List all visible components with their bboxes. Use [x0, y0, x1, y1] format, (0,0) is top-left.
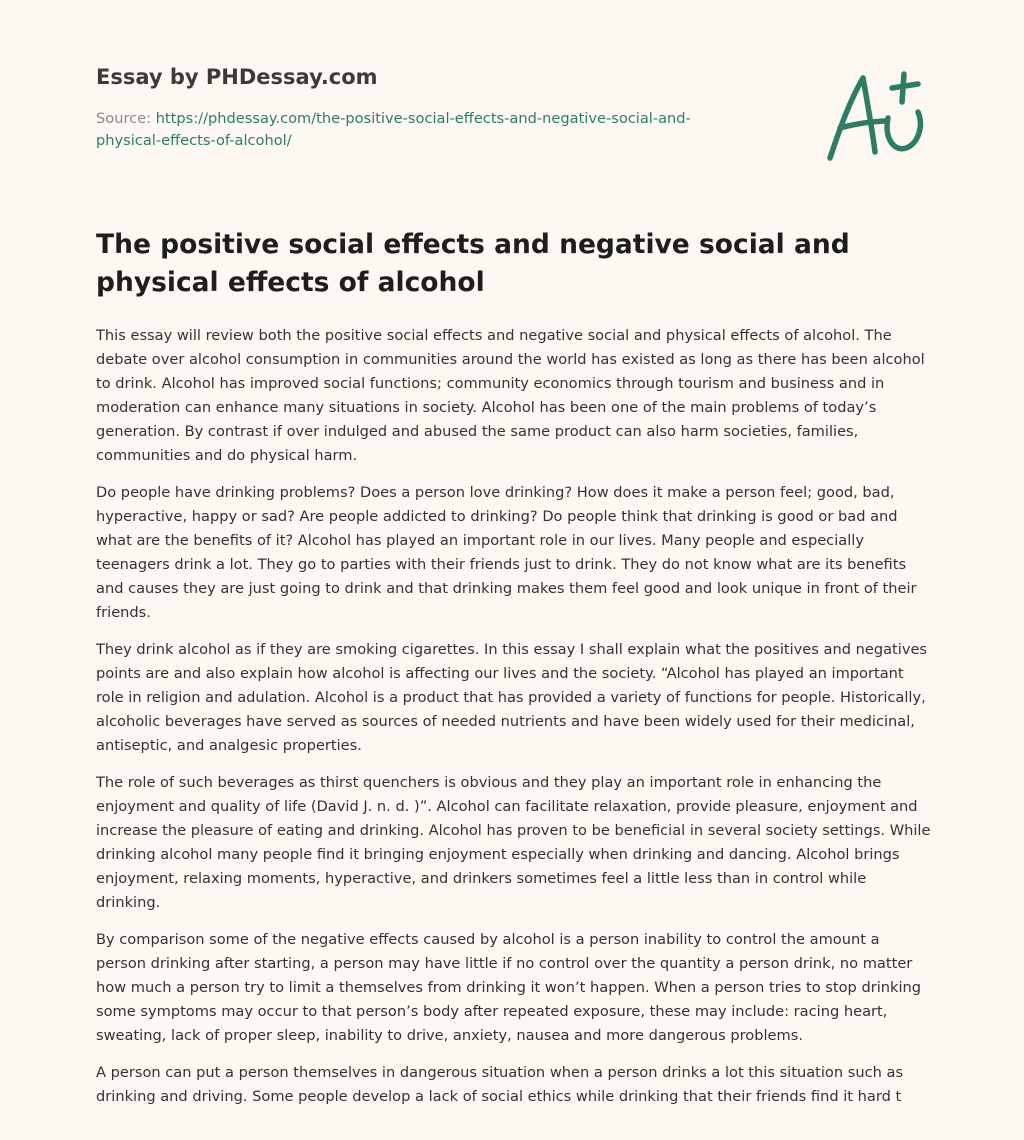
essay-paragraph: A person can put a person themselves in dangerous situation when a person drinks a lot this situation such as drinking and driving. Some people develop a lack of social ethics while drinking that their friends find it hard t: [96, 1064, 904, 1105]
essay-paragraph: They drink alcohol as if they are smoking cigarettes. In this essay I shall explain what the positives and negatives points are and also explain how alcohol is affecting our lives and the society. “Alcohol has played an important role in religion and adulation. Alcohol is a product that has provided a variety of functions for people. Historically, alcoholic beverages have served as sources of needed nutrients and have been widely used for their medicinal, antiseptic, and analgesic properties.: [96, 641, 928, 754]
essay-body: [96, 324, 932, 1122]
essay-paragraph: Do people have drinking problems? Does a person love drinking? How does it make a person feel; good, bad, hyperactive, happy or sad? Are people addicted to drinking? Do people think that drinking is good or bad and what are the benefits of it? Alcohol has played an important role in our lives. Many people and especially teenagers drink a lot. They go to parties with their friends just to drink. They do not know what are its benefits and causes they are just going to drink and that drinking makes them feel good and look unique in front of their friends.: [96, 484, 917, 621]
source-line: [96, 108, 736, 152]
site-title: Essay by PHDessay.com: [96, 65, 378, 89]
page-header: [96, 62, 736, 152]
a-plus-logo-icon: [818, 66, 934, 166]
essay-title: The positive social effects and negative social and physical effects of alcohol: [96, 229, 850, 298]
essay-paragraph: This essay will review both the positive social effects and negative social and physical effects of alcohol. The debate over alcohol consumption in communities around the world has existed as long as there has been alcohol to drink. Alcohol has improved social functions; community economics through tourism and business and in moderation can enhance many situations in society. Alcohol has been one of the main problems of today’s generation. By contrast if over indulged and abused the same product can also harm societies, families, communities and do physical harm.: [96, 327, 925, 464]
source-label: Source:: [96, 110, 152, 127]
essay-paragraph: By comparison some of the negative effects caused by alcohol is a person inability to control the amount a person drinking after starting, a person may have little if no control over the quantity a person drink, no matter how much a person try to limit a themselves from drinking it won’t happen. When a person tries to stop drinking some symptoms may occur to that person’s body after repeated exposure, these may include: racing heart, sweating, lack of proper sleep, inability to drive, anxiety, nausea and more dangerous problems.: [96, 931, 922, 1044]
essay-paragraph: The role of such beverages as thirst quenchers is obvious and they play an important role in enhancing the enjoyment and quality of life (David J. n. d. )”. Alcohol can facilitate relaxation, provide pleasure, enjoyment and increase the pleasure of eating and drinking. Alcohol has proven to be beneficial in several society settings. While drinking alcohol many people find it bringing enjoyment especially when drinking and dancing. Alcohol brings enjoyment, relaxing moments, hyperactive, and drinkers sometimes feel a little less than in control while drinking.: [96, 774, 931, 911]
source-link[interactable]: https://phdessay.com/the-positive-social-effects-and-negative-social-and-physical-effects-of-alcohol/: [96, 110, 691, 149]
